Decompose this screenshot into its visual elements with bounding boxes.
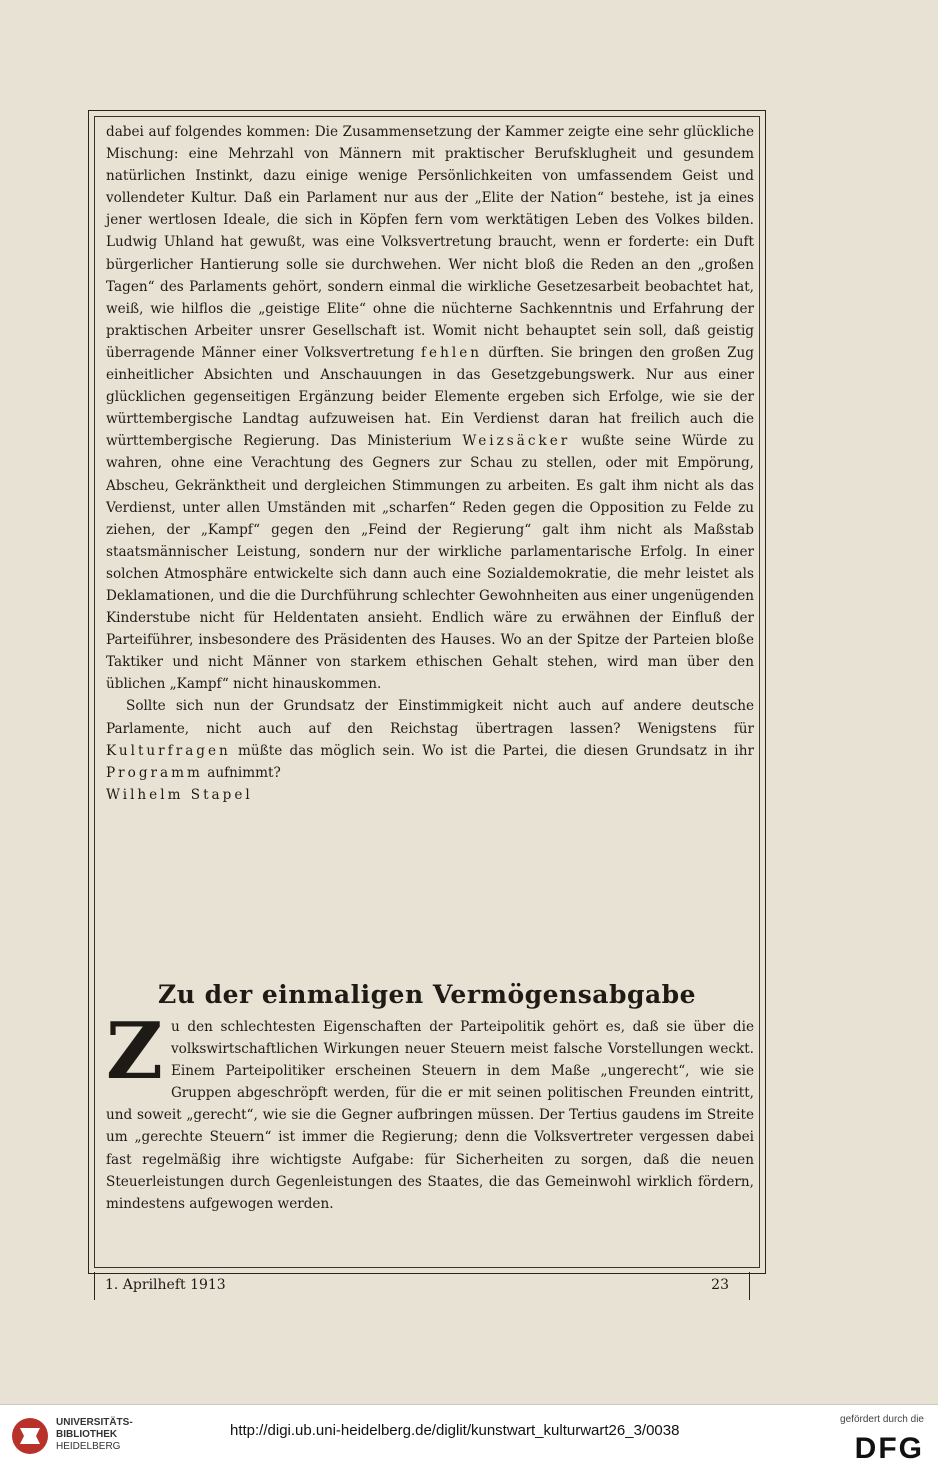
dfg-logo[interactable]: DFG	[854, 1432, 924, 1465]
paragraph-2	[106, 695, 754, 783]
paragraph-1-text: dabei auf folgendes kommen: Die Zusammensetzung der Kammer zeigte eine sehr glückliche Mischung: eine Mehrzahl von Männern mit praktischer Berufsklugheit und gesundem natürlichen Instinkt, dazu einige wenige Persönlichkeiten von umfassendem Geist und vollendeter Kultur. Daß ein Parlament nur aus der „Elite der Nation“ bestehe, ist ja eines jener wertlosen Ideale, die sich in Köpfen fern vom werktätigen Leben des Volkes bilden. Ludwig Uhland hat gewußt, was eine Volksvertretung braucht, wenn er forderte: ein Duft bürgerlicher Hantierung solle sie durchwehen. Wer nicht bloß die Reden an den „großen Tagen“ des Parlaments gehört, sondern einmal die wirkliche Gesetzesarbeit beobachtet hat, weiß, wie hilflos die „geistige Elite“ ohne die nüchterne Sachkenntnis und Erfahrung der praktischen Arbeiter unsrer Gesellschaft ist. Womit nicht behauptet sein soll, daß geistig überragende Männer einer Volksvertretung	[106, 124, 754, 361]
article-text	[106, 1006, 754, 1215]
main-text	[106, 121, 754, 806]
library-line-1: UNIVERSITÄTS-	[56, 1417, 133, 1428]
article-paragraph	[106, 1006, 754, 1215]
paragraph-1b-text: dürften. Sie bringen den großen Zug einheitlicher Absichten und Anschauungen in das Gesetzgebungswerk. Nur aus einer glücklichen gegenseitigen Ergänzung beider Elemente ergeben sich Erfolge, wie sie der württembergische Landtag aufzuweisen hat. Ein Verdienst daran hat freilich auch die württembergische Regierung. Das Ministerium	[106, 344, 755, 450]
issue-label: 1. Aprilheft 1913	[105, 1277, 226, 1293]
viewer-bottom-bar	[0, 1404, 938, 1475]
library-line-2: BIBLIOTHEK	[56, 1429, 118, 1440]
funding-note: gefördert durch die	[840, 1414, 924, 1425]
paragraph-2c-text: aufnimmt?	[207, 764, 281, 781]
spaced-word-fehlen: fehlen	[421, 344, 482, 361]
paragraph-2-text: Sollte sich nun der Grundsatz der Einstimmigkeit nicht auch auf andere deutsche Parlamente, nicht auch auf den Reichstag übertragen lassen? Wenigstens für	[106, 698, 754, 737]
permalink-url[interactable]: http://digi.ub.uni-heidelberg.de/diglit/kunstwart_kulturwart26_3/0038	[230, 1422, 680, 1439]
signature: Wilhelm Stapel	[106, 786, 253, 803]
paragraph-2b-text: müßte das möglich sein. Wo ist die Partei, die diesen Grundsatz in ihr	[238, 742, 754, 759]
drop-cap: Z	[106, 1006, 163, 1097]
spaced-word-kulturfragen: Kulturfragen	[106, 742, 231, 759]
article-body: u den schlechtesten Eigenschaften der Parteipolitik gehört es, daß sie über die volkswirtschaftlichen Wirkungen neuer Steuern meist falsche Vorstellungen weckt. Einem Parteipolitiker erscheinen Steuern in dem Maße „ungerecht“, wie sie Gruppen abgeschröpft werden, für die er mit seinen politischen Freunden eintritt, und soweit „gerecht“, wie sie die Gegner aufbringen müssen. Der Tertius gaudens im Streite um „gerechte Steuern“ ist immer die Regierung; denn die Volksvertreter vergessen dabei fast regelmäßig ihre wichtigste Aufgabe: für Sicherheiten zu sorgen, daß die neuen Steuerleistungen durch Gegenleistungen des Staates, die das Gemeinwohl wirklich fördern, mindestens aufgewogen werden.	[106, 1019, 754, 1212]
article-heading: Zu der einmaligen Vermögensabgabe	[157, 980, 697, 1009]
paragraph-1	[106, 121, 754, 695]
spaced-word-programm: Programm	[106, 764, 203, 781]
spaced-word-weizsaecker: Weizsäcker	[462, 433, 571, 450]
page-number: 23	[711, 1277, 729, 1293]
library-name[interactable]	[56, 1417, 133, 1453]
paragraph-1c-text: wußte seine Würde zu wahren, ohne eine Verachtung des Gegners zur Schau zu stellen, oder mit Empörung, Abscheu, Gekränktheit und dergleichen Stimmungen zu arbeiten. Es galt ihm nicht als das Verdienst, unter allen Umständen mit „scharfen“ Reden gegen die Opposition zu Felde zu ziehen, der „Kampf“ gegen den „Feind der Regierung“ galt ihm nicht als Maßstab staatsmännischer Leistung, sondern nur der wirkliche parlamentarische Erfolg. In einer solchen Atmosphäre entwickelte sich dann auch eine Sozialdemokratie, die mehr leistet als Deklamationen, und die die Durchführung schlechter Gewohnheiten aus einer ungenügenden Kinderstube nicht für Heldentaten ansieht. Endlich wäre zu erwähnen der Einfluß der Parteiführer, insbesondere des Präsidenten des Hauses. Wo an der Spitze der Parteien bloße Taktiker und nicht Männer von starkem ethischen Gehalt stehen, wird man über den üblichen „Kampf“ nicht hinauskommen.	[106, 433, 755, 693]
library-line-3: HEIDELBERG	[56, 1441, 121, 1452]
page-footer	[94, 1272, 750, 1300]
university-seal-icon	[10, 1416, 50, 1456]
